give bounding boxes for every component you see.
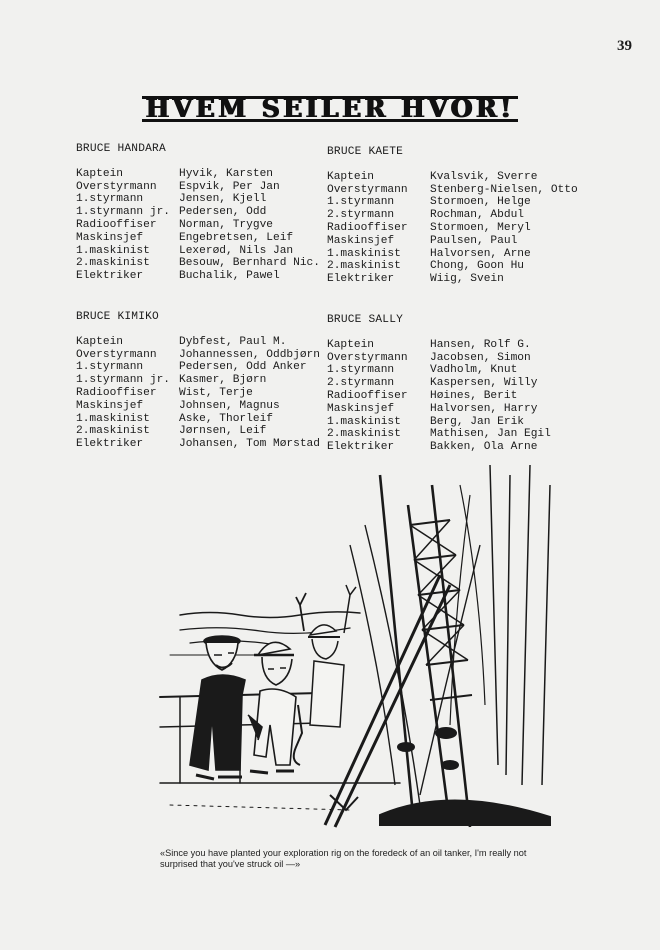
crew-role: Elektriker [76,438,144,451]
crew-row [327,352,551,365]
crew-role: Kaptein [76,167,123,180]
crew-role: 1.maskinist [76,412,150,425]
crew-row [76,245,320,258]
crew-row [76,270,320,283]
crew-row [76,425,320,438]
crew-person: Hansen, Rolf G. [430,338,531,351]
crew-role: Radiooffiser [327,221,408,234]
crew-row [327,364,551,377]
crew-person: Besouw, Bernhard Nic. [179,257,320,270]
crew-row [76,438,320,451]
crew-row [76,349,320,362]
crew-row [76,219,320,232]
crew-person: Kaspersen, Willy [430,377,538,390]
cartoon-illustration [150,465,570,845]
crew-person: Berg, Jan Erik [430,415,524,428]
crew-row [76,361,320,374]
crew-row [327,260,578,273]
crew-person: Wiig, Svein [430,273,504,286]
crew-row [76,400,320,413]
crew-role: Radiooffiser [76,386,157,399]
page-title [0,94,660,123]
crew-person: Norman, Trygve [179,218,273,231]
crew-row [327,416,551,429]
crew-role: 2.maskinist [76,257,150,270]
crew-row [327,235,578,248]
crew-person: Jacobsen, Simon [430,351,531,364]
crew-person: Chong, Goon Hu [430,260,524,273]
crew-person: Kvalsvik, Sverre [430,170,538,183]
crew-role: Elektriker [327,441,395,454]
crew-row [327,209,578,222]
crew-row [327,441,551,454]
crew-person: Bakken, Ola Arne [430,441,538,454]
crew-role: 1.styrmann jr. [76,374,170,387]
crew-role: Maskinsjef [76,399,144,412]
crew-person: Stormoen, Helge [430,196,531,209]
crew-person: Pedersen, Odd Anker [179,361,307,374]
crew-person: Buchalik, Pawel [179,270,280,283]
crew-row [327,339,551,352]
crew-person: Halvorsen, Harry [430,402,538,415]
crew-role: 2.maskinist [76,425,150,438]
crew-person: Dybfest, Paul M. [179,335,287,348]
crew-row [76,193,320,206]
ship-name: BRUCE SALLY [327,314,404,326]
crew-role: Overstyrmann [76,348,157,361]
crew-role: Overstyrmann [327,351,408,364]
page-title-text: HVEM SEILER HVOR! [142,96,519,122]
crew-role: 1.styrmann jr. [76,206,170,219]
crew-role: Overstyrmann [327,183,408,196]
crew-row [327,222,578,235]
crew-role: Kaptein [76,335,123,348]
oil-rig [325,465,550,827]
crew-row [76,387,320,400]
ship-block-bruce-kimiko [76,311,320,451]
page-number: 39 [617,38,632,54]
crew-role: Kaptein [327,338,374,351]
crew-person: Stenberg-Nielsen, Otto [430,183,578,196]
crew-person: Lexerød, Nils Jan [179,244,294,257]
crew-row [327,273,578,286]
crew-person: Rochman, Abdul [430,209,524,222]
crew-role: Kaptein [327,170,374,183]
crew-role: 1.maskinist [327,415,401,428]
captain-figure [190,636,245,779]
worker-figure [248,642,302,773]
crew-person: Kasmer, Bjørn [179,374,267,387]
ship-name: BRUCE KIMIKO [76,311,159,323]
crew-person: Stormoen, Meryl [430,221,531,234]
crew-row [327,196,578,209]
crew-person: Espvik, Per Jan [179,180,280,193]
crew-row [76,232,320,245]
crew-person: Hyvik, Karsten [179,167,273,180]
ship-name: BRUCE HANDARA [76,143,166,155]
crew-role: Maskinsjef [327,402,395,415]
crew-role: 1.styrmann [327,196,395,209]
crew-role: Maskinsjef [327,234,395,247]
crew-role: 2.maskinist [327,260,401,273]
crew-role: 1.maskinist [76,244,150,257]
crew-row [327,248,578,261]
crew-role: 2.styrmann [327,209,395,222]
crew-row [327,403,551,416]
crew-row [76,181,320,194]
waving-worker-figure [296,585,356,727]
crew-row [76,413,320,426]
crew-person: Wist, Terje [179,386,253,399]
crew-person: Jensen, Kjell [179,193,267,206]
crew-row [76,168,320,181]
crew-row [327,171,578,184]
crew-person: Jørnsen, Leif [179,425,267,438]
crew-role: Maskinsjef [76,231,144,244]
cartoon-caption: «Since you have planted your exploration rig on the foredeck of an oil tanker, I'm really not surprised that you've struck oil —» [160,848,527,869]
crew-row [327,377,551,390]
crew-row [76,336,320,349]
crew-role: 2.maskinist [327,428,401,441]
crew-role: Radiooffiser [327,389,408,402]
ship-block-bruce-handara [76,143,320,283]
crew-person: Vadholm, Knut [430,364,518,377]
crew-role: 2.styrmann [327,377,395,390]
crew-person: Johansen, Tom Mørstad [179,438,320,451]
crew-role: 1.styrmann [76,193,144,206]
ship-block-bruce-sally [327,314,551,454]
crew-row [76,257,320,270]
crew-row [327,390,551,403]
crew-person: Pedersen, Odd [179,206,267,219]
crew-person: Aske, Thorleif [179,412,273,425]
crew-person: Johnsen, Magnus [179,399,280,412]
crew-person: Paulsen, Paul [430,234,518,247]
crew-row [76,374,320,387]
crew-person: Mathisen, Jan Egil [430,428,551,441]
crew-role: 1.styrmann [327,364,395,377]
crew-role: Radiooffiser [76,218,157,231]
crew-role: 1.styrmann [76,361,144,374]
crew-row [327,184,578,197]
crew-person: Høines, Berit [430,389,518,402]
ship-name: BRUCE KAETE [327,146,404,158]
crew-row [76,206,320,219]
crew-person: Johannessen, Oddbjørn [179,348,320,361]
crew-person: Engebretsen, Leif [179,231,294,244]
crew-role: Overstyrmann [76,180,157,193]
ship-block-bruce-kaete [327,146,578,286]
crew-row [327,428,551,441]
crew-role: 1.maskinist [327,247,401,260]
crew-person: Halvorsen, Arne [430,247,531,260]
crew-role: Elektriker [76,270,144,283]
crew-role: Elektriker [327,273,395,286]
